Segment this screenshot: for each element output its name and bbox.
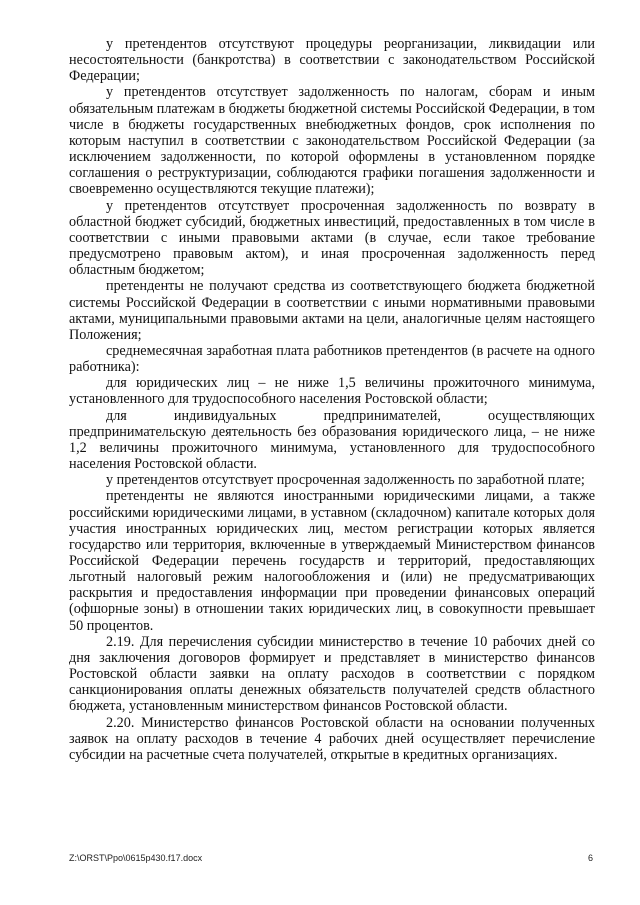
document-body bbox=[69, 36, 595, 763]
paragraph-section-2-19: 2.19. Для перечисления субсидии министерство в течение 10 рабочих дней со дня заключения договоров формирует и представляет в министерство финансов Ростовской области заявки на оплату расходов в соответствии с порядком санкционирования оплаты денежных обязательств получателей средств областного бюджета, установленным министерством финансов Ростовской области. bbox=[69, 633, 595, 715]
paragraph-reorganization: у претендентов отсутствуют процедуры реорганизации, ликвидации или несостоятельности (банкротства) в соответствии с законодательством Российской Федерации; bbox=[69, 36, 595, 85]
paragraph-overdue-debt: у претендентов отсутствует просроченная задолженность по возврату в областной бюджет субсидий, бюджетных инвестиций, предоставленных в том числе в соответствии с иными правовыми актами (в случае, если такое требование предусмотрено правовым актом), и иная просроченная задолженность перед областным бюджетом; bbox=[69, 197, 595, 279]
paragraph-tax-debt: у претендентов отсутствует задолженность по налогам, сборам и иным обязательным платежам в бюджеты бюджетной системы Российской Федерации, в том числе в бюджеты государственных внебюджетных фондов, срок исполнения по которым наступил в соответствии с законодательством Российской Федерации (за исключением задолженности, по которой оформлены в установленном порядке соглашения о реструктуризации, соблюдаются графики погашения задолженности и своевременно осуществляются текущие платежи); bbox=[69, 84, 595, 198]
paragraph-legal-entities: для юридических лиц – не ниже 1,5 величины прожиточного минимума, установленного для трудоспособного населения Ростовской области; bbox=[69, 375, 595, 408]
paragraph-section-2-20: 2.20. Министерство финансов Ростовской области на основании полученных заявок на оплату расходов в течение 4 рабочих дней осуществляет перечисление субсидии на расчетные счета получателей, открытые в кредитных организациях. bbox=[69, 714, 595, 763]
paragraph-individual-entrepreneurs: для индивидуальных предпринимателей, осуществляющих предпринимательскую деятельность без образования юридического лица, – не ниже 1,2 величины прожиточного минимума, установленного для трудоспособного населения Ростовской области. bbox=[69, 407, 595, 473]
page-number: 6 bbox=[587, 853, 593, 863]
paragraph-no-other-funds: претенденты не получают средства из соответствующего бюджета бюджетной системы Российской Федерации в соответствии с иными нормативными правовыми актами, муниципальными правовыми актами на цели, аналогичные целям настоящего Положения; bbox=[69, 278, 595, 343]
paragraph-foreign-entities: претенденты не являются иностранными юридическими лицами, а также российскими юридическими лицами, в уставном (складочном) капитале которых доля участия иностранных юридических лиц, местом регистрации которых является государство или территория, включенные в утверждаемый Министерством финансов Российской Федерации перечень государств и территорий, предоставляющих льготный налоговый режим налогообложения и (или) не предусматривающих раскрытия и предоставления информации при проведении финансовых операций (офшорные зоны) в отношении таких юридических лиц, в совокупности превышает 50 процентов. bbox=[69, 488, 595, 634]
paragraph-salary-debt: у претендентов отсутствует просроченная задолженность по заработной плате; bbox=[106, 472, 585, 489]
paragraph-average-salary: среднемесячная заработная плата работников претендентов (в расчете на одного работника): bbox=[69, 342, 595, 376]
file-path: Z:\ORST\Ppo\0615p430.f17.docx bbox=[69, 853, 203, 863]
